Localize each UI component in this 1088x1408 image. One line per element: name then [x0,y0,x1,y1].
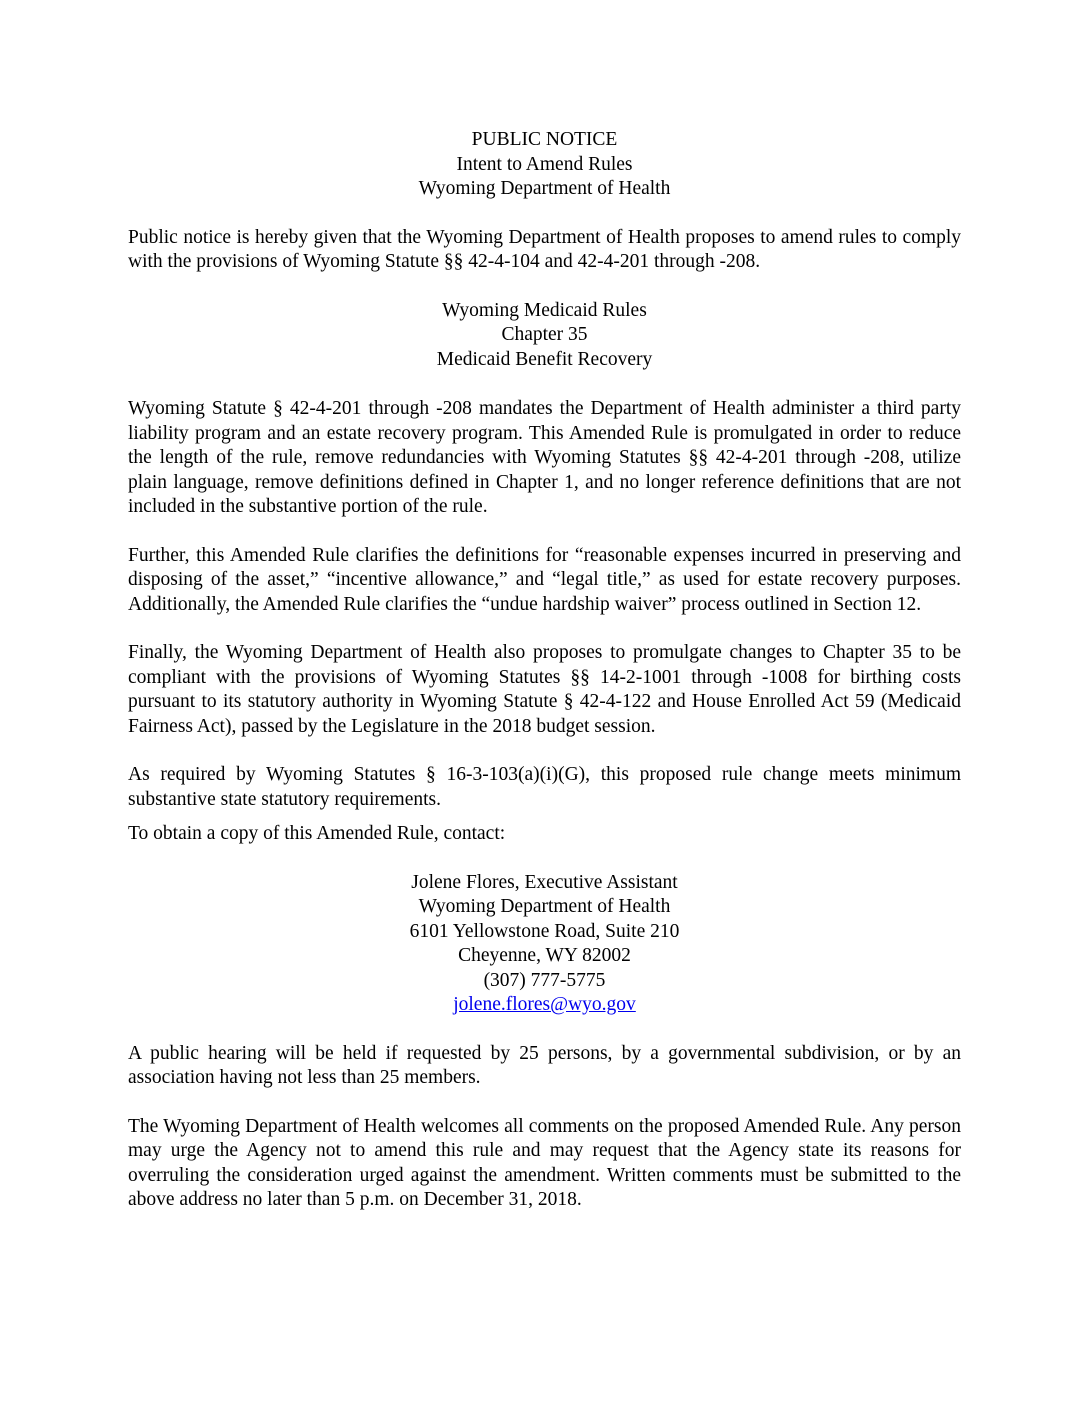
obtain-copy-paragraph: To obtain a copy of this Amended Rule, contact: [128,823,506,844]
mandate-paragraph: Wyoming Statute § 42-4-201 through -208 mandates the Department of Health administer a third party liability program and an estate recovery program. This Amended Rule is promulgated in order to reduce the length of the rule, remove redundancies with Wyoming Statutes §§ 42-4-201 through -208, utilize plain language, remove definitions defined in Chapter 1, and no longer reference definitions that are not included in the substantive portion of the rule. [128,398,961,517]
definitions-paragraph: Further, this Amended Rule clarifies the definitions for “reasonable expenses incurred in preserving and disposing of the asset,” “incentive allowance,” and “legal title,” as used for estate recovery purposes. Additionally, the Amended Rule clarifies the “undue hardship waiver” process outlined in Section 12. [128,544,961,615]
hearing-paragraph: A public hearing will be held if requested by 25 persons, by a governmental subdivision, or by an association having not less than 25 members. [128,1042,961,1088]
contact-address: 6101 Yellowstone Road, Suite 210 [409,920,680,942]
rule-title-program: Wyoming Medicaid Rules [442,299,647,321]
notice-heading-agency: Wyoming Department of Health [418,178,671,199]
intro-paragraph: Public notice is hereby given that the Wyoming Department of Health proposes to amend rules to comply with the provisions of Wyoming Statute §§ 42-4-104 and 42-4-201 through -208. [128,226,961,272]
notice-heading-subtitle: Intent to Amend Rules [456,153,633,175]
contact-city: Cheyenne, WY 82002 [458,945,631,966]
rule-title-name: Medicaid Benefit Recovery [436,348,653,370]
birthing-costs-paragraph: Finally, the Wyoming Department of Health also proposes to promulgate changes to Chapter 35 to be compliant with the provisions of Wyoming Statutes §§ 14-2-1001 through -1008 for birthing costs pursuant to its statutory authority in Wyoming Statute § 42-4-122 and House Enrolled Act 59 (Medicaid Fairness Act), passed by the Legislature in the 2018 budget session. [128,642,961,737]
notice-heading-title: PUBLIC NOTICE [471,129,618,150]
statutory-requirements-paragraph: As required by Wyoming Statutes § 16-3-103(a)(i)(G), this proposed rule change meets minimum substantive state statutory requirements. [128,764,961,810]
contact-email-link[interactable]: jolene.flores@wyo.gov [453,994,636,1015]
contact-organization: Wyoming Department of Health [418,896,671,917]
contact-phone: (307) 777-5775 [483,969,606,991]
notice-heading [128,128,961,202]
rule-title-chapter: Chapter 35 [501,324,588,345]
contact-name: Jolene Flores, Executive Assistant [411,871,678,893]
rule-title [128,299,961,373]
contact-block [128,871,961,1018]
public-notice-page [128,128,961,1213]
comments-paragraph: The Wyoming Department of Health welcomes all comments on the proposed Amended Rule. Any person may urge the Agency not to amend this rule and may request that the Agency state its reasons for overruling the consideration urged against the amendment. Written comments must be submitted to the above address no later than 5 p.m. on December 31, 2018. [128,1115,961,1210]
